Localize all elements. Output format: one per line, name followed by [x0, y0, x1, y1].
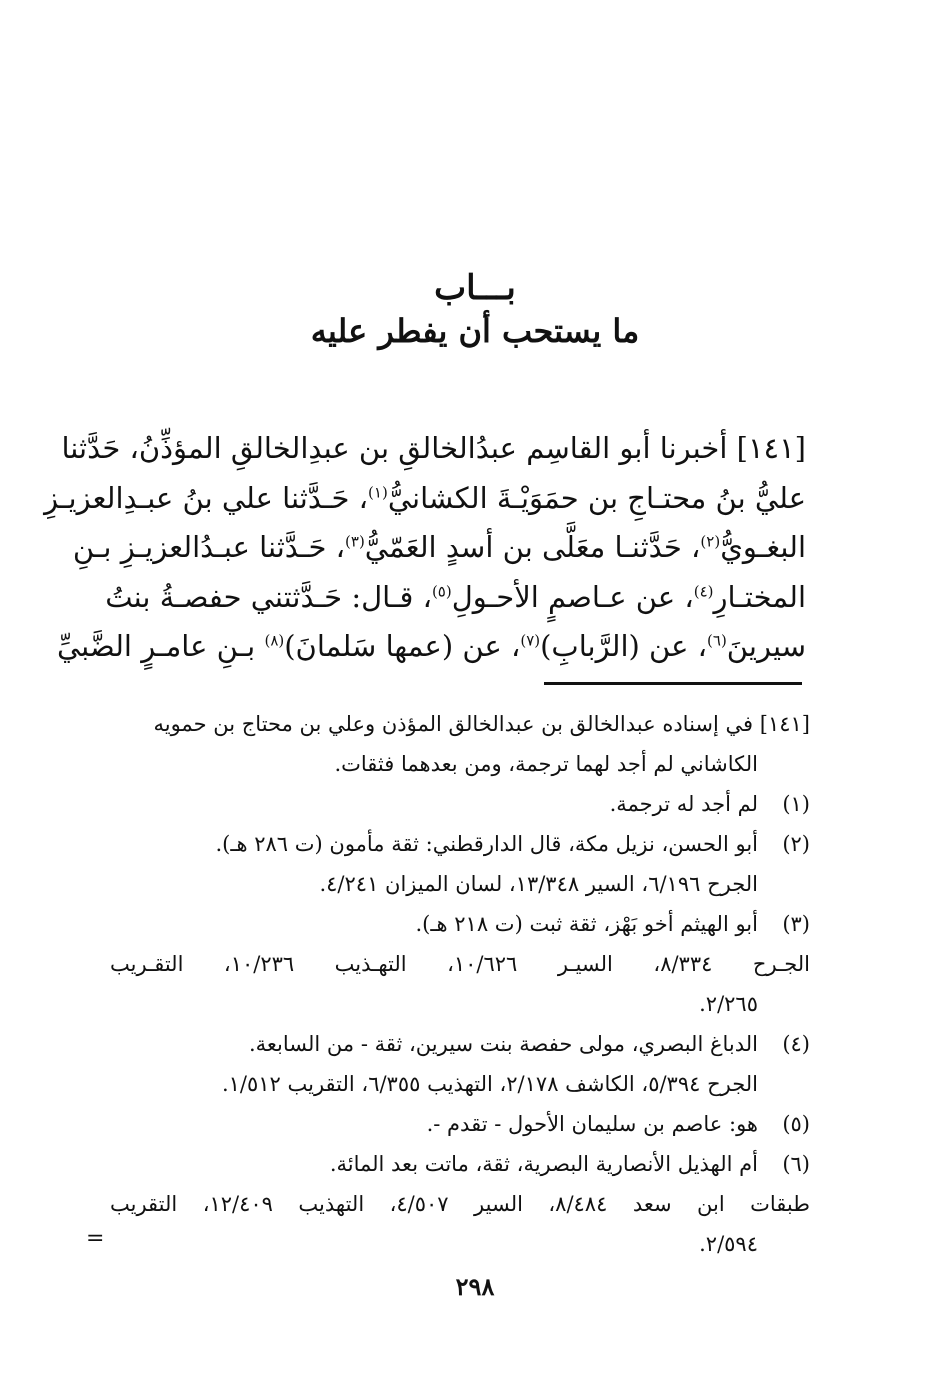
chapter-subtitle: ما يستحب أن يفطر عليه — [310, 312, 640, 350]
footnote-text: أبو الهيثم أخو بَهْز، ثقة ثبت (ت ٢١٨ هـ). — [415, 912, 758, 936]
footnote-separator — [544, 682, 802, 685]
footnote-141 — [110, 704, 810, 784]
footnote-text: أبو الحسن، نزيل مكة، قال الدارقطني: ثقة مأمون (ت ٢٨٦ هـ). — [215, 832, 758, 856]
footnote-number: (٦) — [782, 1152, 810, 1176]
main-line-3: البغـويُّ$^{(٢)}$، حَدَّثنـا معَلَّى بن أسدٍ العَمّيُّ$^{(٣)}$، حَـدَّثنا عبـدُالعزيـزِ بـنِ — [72, 530, 806, 564]
footnote-number: (١) — [782, 792, 810, 816]
page-number: ٢٩٨ — [455, 1272, 495, 1301]
footnotes — [110, 704, 810, 1264]
footnote-refs-cont: ٢/٥٩٤. — [699, 1232, 758, 1256]
footnote-text: الدباغ البصري، مولى حفصة بنت سيرين، ثقة - من السابعة. — [248, 1032, 758, 1056]
footnote-refs: الجرح ٥/٣٩٤، الكاشف ٢/١٧٨، التهذيب ٦/٣٥٥، التقريب ١/٥١٢. — [221, 1072, 758, 1096]
footnote-text: في إسناده عبدالخالق بن عبدالخالق المؤذن وعلي بن محتاج بن حمويه — [153, 712, 754, 736]
footnote-2 — [110, 824, 810, 904]
main-line-1: [١٤١] أخبرنا أبو القاسِم عبدُالخالقِ بن عبدِالخالقِ المؤذِّنُ، حَدَّثنا — [61, 431, 806, 465]
footnote-number: (٤) — [782, 1032, 810, 1056]
main-line-4: المختـارِ$^{(٤)}$، عن عـاصمٍ الأحـولِ$^{(٥)}$، قـال: حَـدَّثتني حفصـةُ بنتُ — [105, 579, 806, 614]
footnote-refs: طبقات ابن سعد ٨/٤٨٤، السير ٤/٥٠٧، التهذيب ١٢/٤٠٩، التقريب — [110, 1192, 810, 1216]
footnote-6 — [110, 1144, 810, 1264]
footnote-1 — [110, 784, 810, 824]
footnote-label: [١٤١] — [759, 712, 810, 736]
footnote-number: (٥) — [782, 1112, 810, 1136]
footnote-refs-cont: ٢/٢٦٥. — [699, 992, 758, 1016]
footnote-number: (٣) — [782, 912, 810, 936]
continuation-mark: = — [86, 1226, 105, 1251]
footnote-4 — [110, 1024, 810, 1104]
main-text — [44, 424, 806, 672]
footnote-text: هو: عاصم بن سليمان الأحول - تقدم -. — [426, 1112, 758, 1136]
footnote-text: أم الهذيل الأنصارية البصرية، ثقة، ماتت بعد المائة. — [329, 1152, 758, 1176]
footnote-refs: الجـرح ٨/٣٣٤، السيـر ١٠/٦٢٦، التهـذيب ١٠/٢٣٦، التقـريب — [110, 952, 810, 976]
main-line-5: سيرينَ$^{(٦)}$، عن (الرَّبابِ)$^{(٧)}$، عن (عمها سَلمانَ)$^{(٨)}$ بـنِ عامـرٍ الضَّبيِّ — [57, 629, 806, 663]
main-line-2: عليُّ بنُ محتـاجِ بن حمَوَيْـةَ الكشانيُّ$^{(١)}$، حَـدَّثنا علي بنُ عبـدِالعزيـزِ — [44, 480, 806, 515]
footnote-5 — [110, 1104, 810, 1144]
footnote-text: لم أجد له ترجمة. — [609, 792, 758, 816]
footnote-number: (٢) — [782, 832, 810, 856]
footnote-text: الكاشاني لم أجد لهما ترجمة، ومن بعدهما فثقات. — [334, 752, 758, 776]
chapter-heading: بـــاب — [434, 268, 516, 308]
footnote-3 — [110, 904, 810, 1024]
footnote-refs: الجرح ٦/١٩٦، السير ١٣/٣٤٨، لسان الميزان ٤/٢٤١. — [319, 872, 758, 896]
